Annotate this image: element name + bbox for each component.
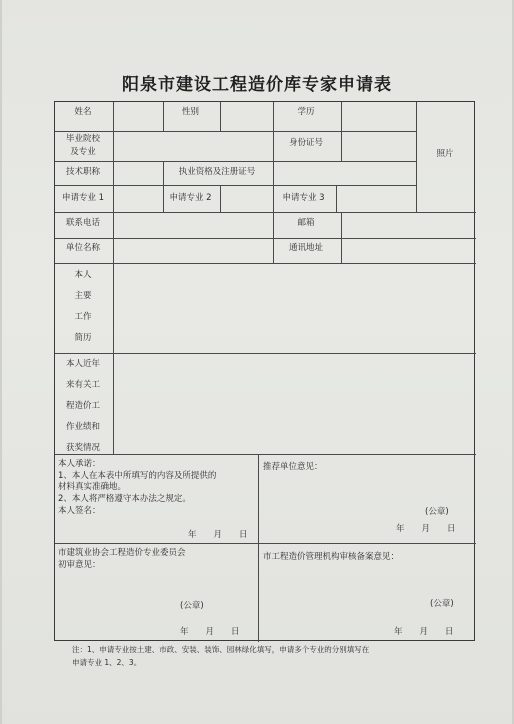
- agency-heading: 市工程造价管理机构审核备案意见：: [263, 552, 400, 562]
- label-achieve-1: 本人近年: [65, 359, 100, 369]
- label-school-2: 及专业: [70, 147, 96, 157]
- label-school-1: 毕业院校: [65, 134, 100, 144]
- label-id-card: 身份证号: [288, 138, 323, 148]
- label-education: 学历: [297, 107, 315, 117]
- agency-date: 年 月 日: [394, 627, 454, 637]
- association-date: 年 月 日: [180, 627, 240, 637]
- label-major-3: 申请专业 3: [282, 193, 325, 203]
- label-gender: 性别: [181, 107, 199, 117]
- association-seal: (公章): [180, 601, 204, 611]
- pledge-item-1a: 1、本人在本表中所填写的内容及所提供的: [58, 471, 217, 481]
- recommend-date: 年 月 日: [396, 524, 456, 534]
- label-address: 通讯地址: [288, 243, 323, 253]
- label-work-1: 本人: [74, 270, 92, 280]
- label-major-1: 申请专业 1: [61, 193, 105, 203]
- footnote-line-1: 注：1、申请专业按土建、市政、安装、装饰、园林绿化填写，申请多个专业的分别填写在: [72, 645, 370, 654]
- pledge-heading: 本人承诺：: [58, 459, 101, 469]
- pledge-date: 年 月 日: [188, 530, 248, 540]
- pledge-item-1b: 材料真实准确地。: [58, 482, 127, 492]
- label-achieve-5: 获奖情况: [65, 443, 100, 453]
- label-work-2: 主要: [74, 291, 92, 301]
- label-work-4: 简历: [74, 333, 92, 343]
- label-phone: 联系电话: [65, 218, 100, 228]
- label-name: 姓名: [74, 107, 92, 117]
- footnote: [72, 643, 472, 669]
- label-email: 邮箱: [297, 218, 315, 228]
- pledge-item-2: 2、本人将严格遵守本办法之规定。: [58, 494, 191, 504]
- recommend-heading: 推荐单位意见：: [263, 462, 323, 472]
- association-heading-2: 初审意见：: [58, 560, 101, 570]
- association-heading-1: 市建筑业协会工程造价专业委员会: [58, 548, 186, 558]
- label-achieve-3: 程造价工: [65, 401, 100, 411]
- label-achieve-4: 作业绩和: [65, 422, 100, 432]
- label-tech-title: 技术职称: [65, 167, 100, 177]
- agency-seal: (公章): [430, 599, 454, 609]
- footnote-line-2: 申请专业 1、2、3。: [72, 658, 142, 667]
- recommend-seal: (公章): [425, 507, 449, 517]
- form-title: 阳泉市建设工程造价库专家申请表: [122, 75, 392, 95]
- label-achieve-2: 来有关工: [65, 380, 100, 390]
- label-photo: 照片: [436, 149, 454, 159]
- label-qualification: 执业资格及注册证号: [178, 167, 256, 177]
- label-work-3: 工作: [74, 312, 92, 322]
- label-employer: 单位名称: [65, 243, 100, 253]
- label-major-2: 申请专业 2: [169, 193, 212, 203]
- pledge-signature: 本人签名：: [58, 506, 101, 516]
